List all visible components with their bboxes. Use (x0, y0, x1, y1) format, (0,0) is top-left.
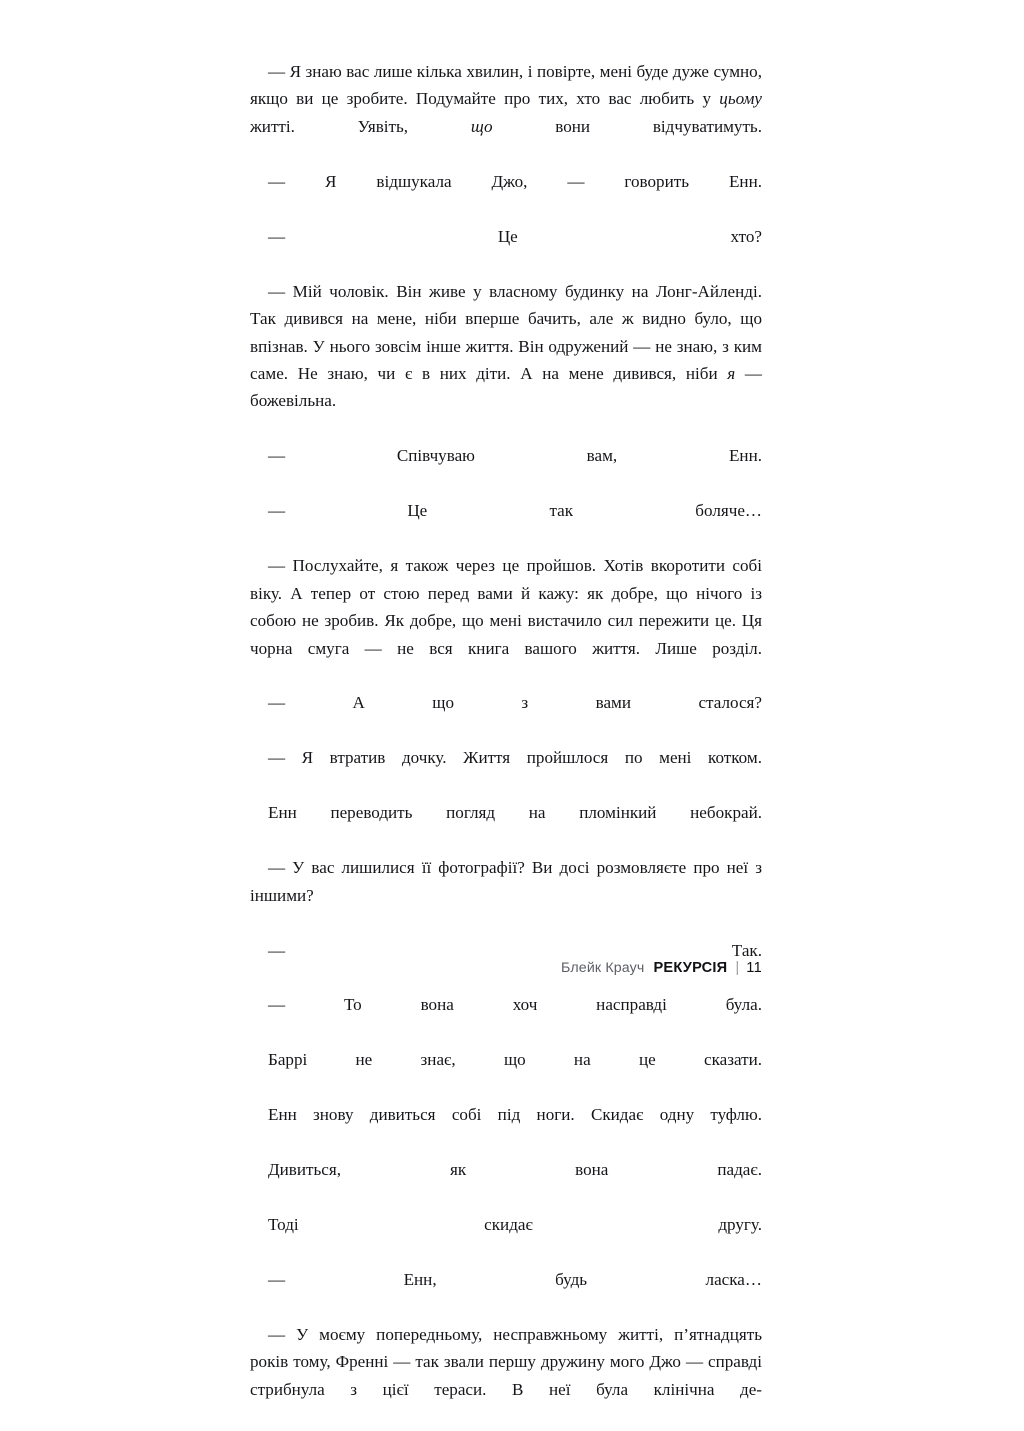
paragraph-text: — Це так боляче… (268, 501, 762, 521)
footer-author: Блейк Крауч (561, 960, 645, 976)
paragraph-text: — А що з вами сталося? (268, 693, 762, 713)
paragraph-text: — У моєму попередньому, несправжньому житті, п’ятнадцять років тому, Френні — так звали першу дружину мого Джо — справді стрибнула з цієї тераси. В неї була клінічна де- (250, 1324, 762, 1399)
paragraph-text: — Мій чоловік. Він живе у власному будинку на Лонг-Айленді. Так дивився на мене, ніби вперше бачить, але ж видно було, що впізнав. У нього зовсім інше життя. Він одружений — не знаю, з ким саме. Не знаю, чи є в них діти. А на мене дивився, ніби (250, 281, 762, 383)
body-paragraph (250, 799, 762, 854)
body-paragraph (250, 1266, 762, 1321)
paragraph-text: Енн знову дивиться собі під ноги. Скидає одну туфлю. (268, 1105, 762, 1125)
footer-book-title: РЕКУРСІЯ (653, 960, 728, 976)
paragraph-text: — Я знаю вас лише кілька хвилин, і повірте, мені буде дуже сумно, якщо ви це зробите. Подумайте про тих, хто вас любить у (250, 62, 762, 109)
paragraph-text: — Енн, будь ласка… (268, 1269, 762, 1289)
body-paragraph (250, 1321, 762, 1431)
paragraph-text: — Я відшукала Джо, — говорить Енн. (268, 171, 762, 191)
body-paragraph (250, 223, 762, 278)
emphasized-text: я (727, 363, 736, 383)
paragraph-text: — Так. (268, 940, 762, 960)
body-paragraph (250, 552, 762, 689)
body-paragraph (250, 1101, 762, 1156)
body-paragraph (250, 442, 762, 497)
body-paragraph (250, 58, 762, 168)
paragraph-text: — Послухайте, я також через це пройшов. Хотів вкоротити собі віку. А тепер от стою перед вами й кажу: як добре, що нічого із собою не зробив. Як добре, що мені вистачило сил пережити це. Ця чорна смуга — не вся книга вашого життя. Лише розділ. (250, 556, 762, 658)
body-paragraph (250, 1211, 762, 1266)
paragraph-text: Енн переводить погляд на пломінкий небокрай. (268, 803, 762, 823)
body-paragraph (250, 854, 762, 936)
paragraph-text: Тоді скидає другу. (268, 1215, 762, 1235)
page-text-block (250, 58, 762, 1431)
body-paragraph (250, 991, 762, 1046)
body-paragraph (250, 1046, 762, 1101)
emphasized-text: що (470, 116, 493, 136)
emphasized-text: цьому (719, 89, 762, 109)
paragraph-text: — То вона хоч насправді була. (268, 995, 762, 1015)
body-paragraph (250, 744, 762, 799)
footer-separator: | (735, 959, 740, 976)
paragraph-text: — Співчуваю вам, Енн. (268, 446, 762, 466)
paragraph-text: — Це хто? (268, 226, 762, 246)
paragraph-text: Баррі не знає, що на це сказати. (268, 1050, 762, 1070)
paragraph-text: житті. Уявіть, (250, 116, 471, 136)
paragraph-text: — У вас лишилися її фотографії? Ви досі розмовляєте про неї з іншими? (250, 858, 762, 905)
body-paragraph (250, 497, 762, 552)
footer-page-number: 11 (746, 960, 762, 976)
body-paragraph (250, 1156, 762, 1211)
body-paragraph (250, 689, 762, 744)
paragraph-text: Дивиться, як вона падає. (268, 1160, 762, 1180)
body-paragraph (250, 168, 762, 223)
page-footer (0, 959, 762, 977)
paragraph-text: вони відчуватимуть. (492, 116, 762, 136)
body-paragraph (250, 278, 762, 443)
paragraph-text: — божевільна. (250, 363, 762, 411)
paragraph-text: — Я втратив дочку. Життя пройшлося по мені котком. (268, 748, 762, 768)
